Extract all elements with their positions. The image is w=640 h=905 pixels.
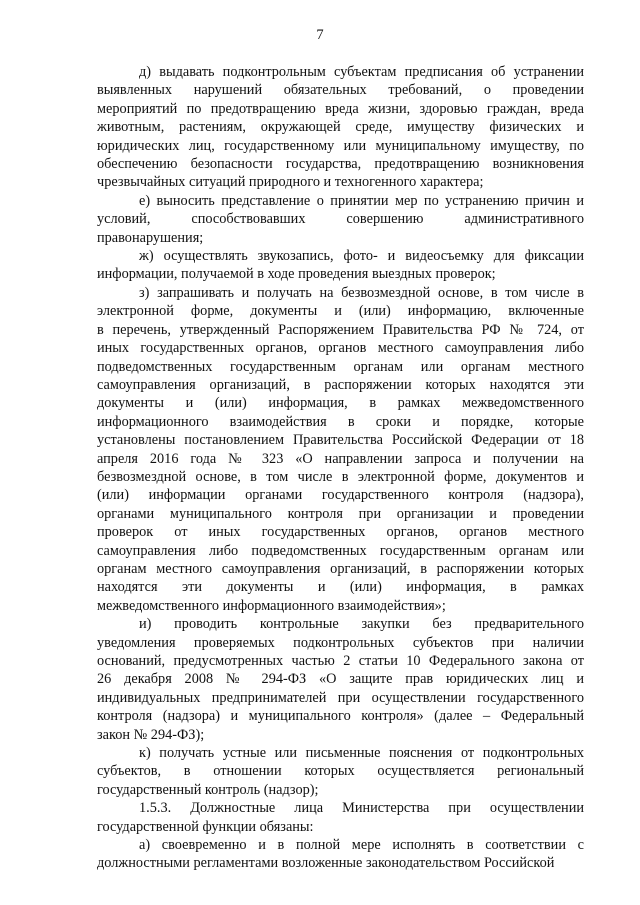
text-line: з) запрашивать и получать на безвозмездной основе, в том числе в [139, 284, 584, 301]
paragraph-k [97, 744, 584, 799]
paragraph-e [97, 192, 584, 247]
text-line: уведомления проверяемых подконтрольных субъектов при наличии [97, 634, 584, 651]
paragraph-p153 [97, 799, 584, 836]
text-line: подведомственных государственным органам или органам местного [97, 358, 584, 375]
text-line: (или) информации органами государственного контроля (надзора), [97, 487, 584, 504]
text-line: информации, получаемой в ходе проведения выездных проверок; [97, 266, 496, 283]
text-line: документы и (или) информация, в рамках межведомственного [97, 395, 584, 412]
text-line: д) выдавать подконтрольным субъектам предписания об устранении [139, 64, 584, 80]
text-line: установлены постановлением Правительства Российской Федерации от 18 [97, 432, 584, 449]
text-line: в перечень, утвержденный Распоряжением Правительства РФ № 724, от [97, 321, 584, 338]
text-line: 1.5.3. Должностные лица Министерства при осуществлении [139, 800, 584, 817]
paragraph-d [97, 63, 584, 192]
text-line: к) получать устные или письменные пояснения от подконтрольных [139, 745, 584, 762]
text-line: оснований, предусмотренных частью 2 статьи 10 Федерального закона от [97, 653, 584, 669]
text-line: иных государственных органов, органов местного самоуправления либо [97, 340, 584, 357]
text-line: е) выносить представление о принятии мер по устранению причин и [139, 192, 584, 209]
text-line: чрезвычайных ситуаций природного и техногенного характера; [97, 174, 484, 191]
text-line: самоуправления либо подведомственных государственным органам или [97, 542, 584, 559]
text-line: межведомственного информационного взаимодействия»; [97, 597, 446, 614]
text-line: органам местного самоуправления организаций, в распоряжении которых [97, 560, 584, 577]
text-line: самоуправления организаций, в распоряжении которых находятся эти [97, 376, 584, 393]
document-body [97, 63, 584, 873]
paragraph-a [97, 836, 584, 873]
text-line: апреля 2016 года № 323 «О направлении запроса и получении на [97, 450, 584, 467]
text-line: мероприятий по предотвращению вреда жизни, здоровью граждан, вреда [97, 100, 584, 117]
text-line: а) своевременно и в полной мере исполнять в соответствии с [139, 837, 584, 854]
text-line: находятся эти документы и (или) информация, в рамках [97, 579, 584, 596]
paragraph-zh [97, 247, 584, 284]
text-line: контроля (надзора) и муниципального контроля» (далее – Федеральный [97, 708, 584, 725]
text-line: органами муниципального контроля при организации и проведении [97, 505, 584, 522]
text-line: условий, способствовавших совершению административного [97, 211, 584, 228]
text-line: государственной функции обязаны: [97, 818, 314, 835]
text-line: безвозмездной основе, в том числе в электронной форме, документов и [97, 468, 584, 485]
paragraph-i [97, 615, 584, 744]
text-line: выявленных нарушений обязательных требований, о проведении [97, 82, 584, 99]
text-line: проверок от иных государственных органов, органов местного [97, 524, 584, 541]
text-line: субъектов, в отношении которых осуществляется региональный [97, 763, 584, 780]
text-line: закон № 294-ФЗ); [97, 726, 205, 743]
text-line: 26 декабря 2008 № 294-ФЗ «О защите прав юридических лиц и [97, 671, 584, 688]
text-line: индивидуальных предпринимателей при осуществлении государственного [97, 689, 584, 706]
page-number: 7 [316, 27, 324, 43]
text-line: ж) осуществлять звукозапись, фото- и видеосъемку для фиксации [139, 248, 584, 265]
text-line: информационного взаимодействия в сроки и порядке, которые [97, 413, 584, 430]
text-line: государственный контроль (надзор); [97, 781, 319, 798]
text-line: обеспечению безопасности государства, предотвращению возникновения [97, 156, 584, 173]
text-line: электронной форме, документы и (или) информацию, включенные [97, 303, 584, 320]
text-line: животным, растениям, окружающей среде, имуществу физических и [97, 119, 584, 136]
text-line: и) проводить контрольные закупки без предварительного [139, 616, 584, 633]
text-line: юридических лиц, государственному или муниципальному имуществу, по [97, 137, 584, 154]
text-line: правонарушения; [97, 229, 204, 246]
text-line: должностными регламентами возложенные законодательством Российской [97, 855, 555, 872]
paragraph-z [97, 284, 584, 615]
